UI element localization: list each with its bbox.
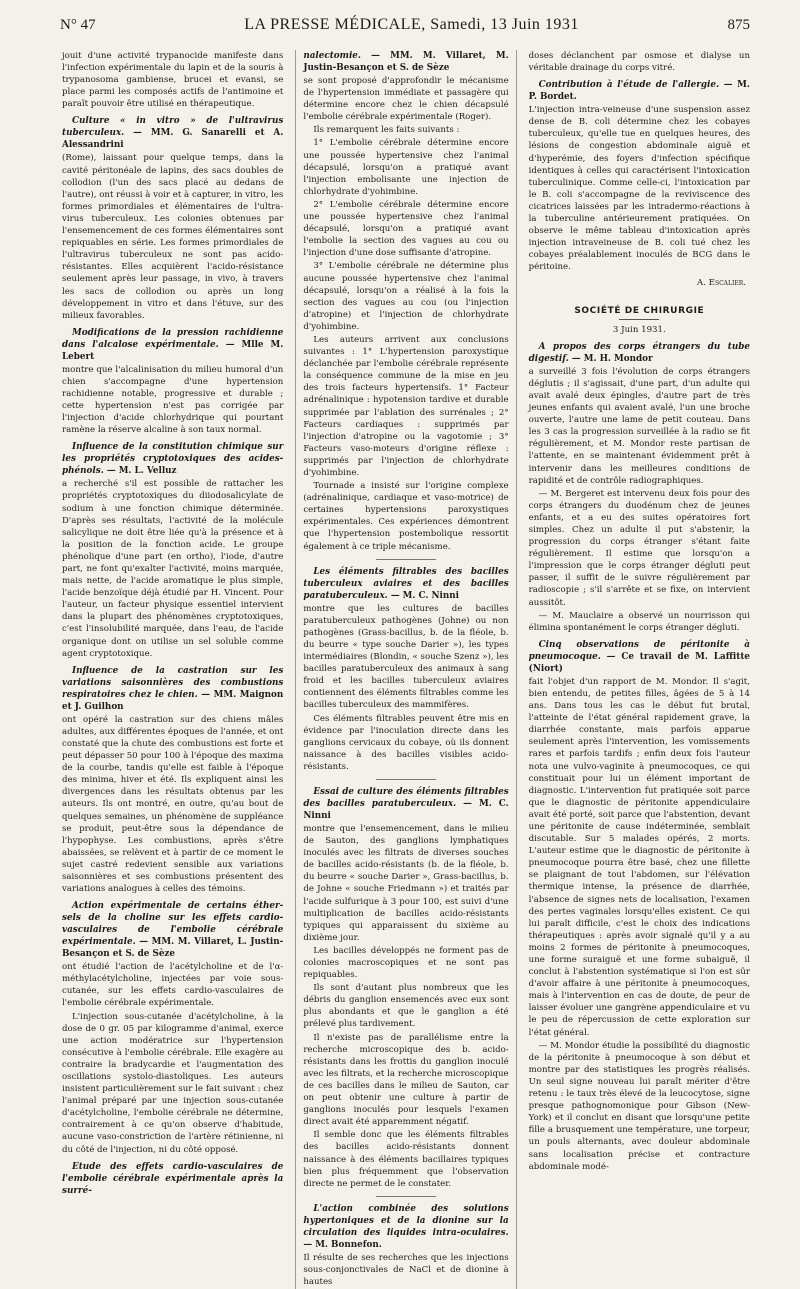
heading-title: Essai de culture des éléments filtrables des bacilles paratuberculeux. xyxy=(303,786,509,809)
paragraph: se sont proposé d'approfondir le mécanisme de l'hypertension immédiate et passagère qui détermine encore chez le chien décapsulé l'embolie cérébrale expérimentale (Roger). xyxy=(303,76,509,123)
paragraph: fait l'objet d'un rapport de M. Mondor. Il s'agit, bien entendu, de petites filles, âgées de 5 à 14 ans. Dans tous les cas le début fut brutal, l'atteinte de l'état général rapidement grave, la diarrhée constante, mais parfois apparue seulement après l'intervention, les vomissements rares et parfois tardifs ; enfin deux fois l'auteur nota une vulvo-vaginite à pneumocoques, ce qui constituait pour lui un élément important de diagnostic. L'intervention fut pratiquée soit parce que le diagnostic de péritonite appendiculaire avait été porté, soit parce que l'abstention, devant une péritonite de cause indéterminée, semblait discutable. Sur 5 malades opérés, 2 morts. L'auteur estime que le diagnostic de péritonite à pneumocoque pourra être basé, chez une fillette se plaignant de tout l'abdomen, sur l'élévation thermique intense, la présence de diarrhée, l'absence de signes nets de localisation, l'examen des pertes vaginales lorsqu'elles existent. Ce qui lui paraît difficile, c'est le choix des indications thérapeutiques : après avoir signalé qu'il y a au moins 2 formes de péritonite à pneumocoques, une forme suraiguë et une forme subaiguë, il conclut à l'abstention systématique si l'on est sûr d'avoir affaire à une péritonite à pneumocoques, mais à l'intervention en cas de doute, de peur de laisser évoluer une gangrène appendiculaire et vu le peu de répercussion de cette exploration sur l'état général. xyxy=(528,676,750,1038)
heading-authors: — M. Bonnefon. xyxy=(303,1239,382,1250)
heading-authors: — M. L. Velluz xyxy=(103,466,177,477)
paragraph: Tournade a insisté sur l'origine complexe (adrénalinique, cardiaque et vaso-motrice) de certaines hypertensions paroxystiques expérimentales. Ces expériences démontrent que l'hypertension postembolique ressortit également à ce triple mécanisme. xyxy=(303,481,509,552)
signature: A. Escalier. xyxy=(697,277,746,288)
society-title: SOCIÉTÉ DE CHIRURGIE xyxy=(574,305,705,316)
paragraph: a recherché s'il est possible de rattacher les propriétés cryptotoxiques du diiodosalicylate de sodium à une fonction chimique déterminée. D'après ses résultats, l'activité de la molécule salicylique ne doit être liée qu'à la présence et à la position de la fonction acide. Le groupe phénolique d'une part (en ortho), l'iode, d'autre part, ne font qu'exalter l'activité, moins marquée, mais nette, de l'acide aromatique le plus simple, l'acide benzoïque déjà étudié par H. Vincent. Pour l'auteur, un facteur physique essentiel intervient dans la plupart des phénomènes cryptotoxiques, c'est l'insolubilité marquée, dans l'eau, de l'acide organique dont on utilise un sel soluble comme agent cryptotoxique. xyxy=(62,479,284,659)
paragraph: ont étudié l'action de l'acétylcholine et de l'α-méthylacétylcholine, injectées par voie sous-cutanée, sur les effets cardio-vasculaires de l'embolie cérébrale expérimentale. xyxy=(62,962,284,1009)
paragraph: 1° L'embolie cérébrale détermine encore une poussée hypertensive chez l'animal décapsulé, lorsqu'on a pratiqué avant l'injection embolisante une injection de chlorhydrate d'yohimbine. xyxy=(303,138,509,197)
paragraph: Les auteurs arrivent aux conclusions suivantes : 1° L'hypertension paroxystique déclanchée par l'embolie cérébrale représente la conséquence commune de la mise en jeu des trois facteurs hypertensifs. 1° Facteur adrénalinique : hypotension tardive et durable supprimée par l'ablation des surrénales ; 2° Facteurs cardiaques : supprimés par l'injection d'atropine ou la vagotomie ; 3° Facteurs vaso-moteurs d'origine réflexe : supprimés par l'injection de chlorhydrate d'yohimbine. xyxy=(303,334,509,478)
paragraph: Ces éléments filtrables peuvent être mis en évidence par l'inoculation directe dans les ganglions cervicaux du cobaye, où ils donnent naissance à des bacilles visibles acido-résistants. xyxy=(303,713,509,772)
section-heading xyxy=(529,639,750,675)
paragraph: Il semble donc que les éléments filtrables des bacilles acido-résistants donnent naissance à des éléments bacillaires typiques bien plus fréquemment que l'observation directe ne permet de le constater. xyxy=(303,1130,509,1189)
column-right xyxy=(529,50,750,1289)
divider xyxy=(376,779,436,780)
heading-authors: — M. P. Bordet. xyxy=(528,80,750,103)
heading-authors: — MM. Maignon et J. Guilhon xyxy=(62,689,284,712)
session-date: 3 Juin 1931. xyxy=(612,324,666,335)
paragraph: montre que l'ensemencement, dans le milieu de Sauton, des ganglions lymphatiques inoculés avec les filtrats de diverses souches de bacilles acido-résistants (b. de la fléole, b. du beurre « souche Darier », Grass-bacillus, b. de Johne « souche Friedmann ») et traités par l'acide sulfurique à 3 pour 100, est suivi d'une multiplication de bacilles acido-résistants typiques qui apparaissent du sixième au dixième jour. xyxy=(303,823,509,943)
paragraph: — M. Bergeret est intervenu deux fois pour des corps étrangers du duodénum chez de jeunes enfants, et a eu des suites opératoires fort simples. Chez un adulte il put s'abstenir, la progression du corps étranger s'étant faite régulièrement. Il estime que lorsqu'on a l'impression que le corps étranger dégluti peut passer, il suffit de le suivre régulièrement par radioscopie ; s'il s'arrête et se fixe, on intervient aussitôt. xyxy=(528,488,750,608)
article-columns xyxy=(62,50,750,1287)
paragraph: 3° L'embolie cérébrale ne détermine plus aucune poussée hypertensive chez l'animal décapsulé, lorsqu'on a réalisé à la fois la section des vagues au cou (ou l'injection d'atropine) et l'injection de chlorhydrate d'yohimbine. xyxy=(303,261,509,332)
section-heading xyxy=(62,1161,283,1197)
page-header xyxy=(60,16,750,42)
heading-authors: — Mlle M. Lebert xyxy=(62,339,284,362)
paragraph: montre que les cultures de bacilles paratuberculeux pathogènes (Johne) ou non pathogènes (Grass-bacillus, b. de la fléole, b. du beurre « type souche Darier »), les types intermédiaires (Blondin, « souche Szenz »), les bacilles paratuberculeux des animaux à sang froid et les bacilles tuberculeux aviaires contiennent des éléments filtrables comme les bacilles tuberculeux des mammifères. xyxy=(303,603,509,711)
heading-title: A propos des corps étrangers du tube digestif. xyxy=(528,341,750,364)
section-heading xyxy=(62,327,283,363)
paragraph: Il n'existe pas de parallélisme entre la recherche microscopique des b. acido-résistants dans les frottis du ganglion inoculé avec les filtrats, et la recherche microscopique de ces bacilles dans le milieu de Sauton, car on peut obtenir une culture à partir de ganglions inoculés pour lesquels l'examen direct avait été apparemment négatif. xyxy=(303,1032,509,1128)
section-heading xyxy=(529,341,750,365)
heading-authors: — Ce travail de M. Laffitte (Niort) xyxy=(528,651,750,674)
paragraph: Il résulte de ses recherches que les injections sous-conjonctivales de NaCl et de dionine à hautes xyxy=(303,1252,509,1287)
heading-authors: — MM. M. Villaret, L. Justin-Besançon et S. de Sèze xyxy=(62,937,284,960)
section-heading xyxy=(62,441,283,477)
heading-title: Influence de la castration sur les variations saisonnières des combustions respiratoires chez le chien. xyxy=(62,665,284,700)
divider xyxy=(376,1196,436,1197)
heading-title: Contribution à l'étude de l'allergie. xyxy=(538,80,720,91)
section-heading xyxy=(303,1203,508,1251)
heading-title: Etude des effets cardio-vasculaires de l'embolie cérébrale expérimentale après la surré- xyxy=(62,1161,284,1196)
issue-number: N° 47 xyxy=(60,17,96,33)
paragraph: (Rome), laissant pour quelque temps, dans la cavité péritonéale de lapins, des sacs doubles de collodion (l'un des sacs placé au dedans de l'autre), ont réussi à voir et à capturer, in vitro, les formes primordiales et élémentaires de l'ultra-virus tuberculeux. Les colonies obtenues par l'ensemencement de ces formes élémentaires sont repiquables en série. Les formes primordiales de l'ultravirus tuberculeux ne sont pas acido-résistantes. Elles acquièrent l'acido-résistance seulement après leur passage, in vivo, à travers les sacs de collodion ou après un long développement in vitro et dans l'étuve, sur des milieux favorables. xyxy=(62,153,284,321)
journal-title xyxy=(244,16,579,34)
heading-authors: — M. H. Mondor xyxy=(568,353,653,364)
section-heading xyxy=(303,50,508,74)
paragraph: 2° L'embolie cérébrale détermine encore une poussée hypertensive chez l'animal décapsulé, lorsqu'on a pratiqué avant l'embolie la section des vagues au cou ou l'injection d'une dose suffisante d'atropine. xyxy=(303,199,509,259)
paragraph: Ils sont d'autant plus nombreux que les débris du ganglion ensemencés avec eux sont plus abondants et que le ganglion a été prélevé plus tardivement. xyxy=(303,983,509,1030)
heading-authors: — M. C. Ninni xyxy=(303,798,509,821)
heading-authors: — MM. G. Sanarelli et A. Alessandrini xyxy=(62,128,284,151)
paragraph: L'injection sous-cutanée d'acétylcholine, à la dose de 0 gr. 05 par kilogramme d'animal, exerce une action modératrice sur l'hypertension consécutive à l'embolie cérébrale. Elle exagère au contraire la bradycardie et l'augmentation des oscillations systolo-diastoliques. Les auteurs insistent particulièrement sur le fait suivant : chez l'animal préparé par une injection sous-cutanée d'acétylcholine, l'embolie cérébrale ne détermine, contrairement à ce qu'on observe d'habitude, aucune vaso-constriction de l'artère rétinienne, ni du côté de l'injection, ni du côté opposé. xyxy=(62,1011,284,1155)
journal-name: LA PRESSE MÉDICALE xyxy=(244,16,422,33)
heading-title: L'action combinée des solutions hypertoniques et de la dionine sur la circulation des liquides intra-oculaires. xyxy=(303,1203,509,1238)
section-heading xyxy=(62,665,283,713)
heading-title: Influence de la constitution chimique sur les propriétés cryptotoxiques des acides-phénols. xyxy=(62,442,284,477)
paragraph: a surveillé 3 fois l'évolution de corps étrangers déglutis ; il s'agissait, d'une part, d'un adulte qui avait avalé deux épingles, d'autre part de très jeunes enfants qui avaient avalé, l'un une broche ouverte, l'autre une lame de petit couteau. Dans les 3 cas la progression surveillée à la radio se fit régulièrement, et M. Mondor reste partisan de l'attente, en se maintenant évidemment prêt à intervenir dans les meilleures conditions de rapidité et de contrôle radiographiques. xyxy=(528,366,750,486)
heading-title: Action expérimentale de certains éther-sels de la choline sur les effets cardio-vasculaires de l'embolie cérébrale expérimentale. xyxy=(62,901,284,948)
heading-title: Les éléments filtrables des bacilles tuberculeux aviaires et des bacilles paratuberculeux. xyxy=(303,566,509,601)
heading-title: Culture « in vitro » de l'ultravirus tuberculeux. xyxy=(62,116,284,139)
paragraph: ont opéré la castration sur des chiens mâles adultes, aux différentes époques de l'année, et ont constaté que la chute des combustions est forte et peut dépasser 50 pour 100 à l'époque des maxima de la courbe, tandis qu'elle est faible à l'époque des minima, hiver et été. Ils expliquent ainsi les divergences dans les résultats obtenus par les auteurs. Ils ont montré, en outre, qu'au bout de quelques semaines, un phénomène de suppléance se produit, peut-être sous la dépendance de l'hypophyse. Les combustions, après s'être abaissées, se relèvent et à partir de ce moment le sujet castré redevient sensible aux variations saisonnières et ses combustions présentent des variations analogues à celles des témoins. xyxy=(62,714,284,895)
heading-title: nalectomie. xyxy=(303,51,361,61)
divider xyxy=(619,319,659,320)
heading-authors: — MM. M. Villaret, M. Justin-Besançon et S. de Sèze xyxy=(303,51,509,73)
section-heading xyxy=(62,115,283,151)
section-heading xyxy=(529,79,750,103)
paragraph: montre que l'alcalinisation du milieu humoral d'un chien s'accompagne d'une hypertension rachidienne notable, progressive et durable ; cette hypertension n'est pas corrigée par l'injection d'acide chlorhydrique qui pourtant ramène la réserve alcaline à son taux normal. xyxy=(62,364,284,436)
divider xyxy=(376,559,436,560)
paragraph: jouit d'une activité trypanocide manifeste dans l'infection expérimentale du lapin et de la souris à trypanosoma gambiense, brucei et evansi, se place parmi les composés actifs de l'antimoine et paraît pouvoir être utilisé en thérapeutique. xyxy=(62,51,284,110)
section-heading xyxy=(303,786,508,822)
paragraph: Les bacilles développés ne forment pas de colonies macroscopiques et ne sont pas repiquables. xyxy=(303,945,509,981)
section-heading xyxy=(62,900,283,960)
heading-title: Cinq observations de péritonite à pneumocoque. xyxy=(528,639,750,662)
paragraph: doses déclanchent par osmose et dialyse un véritable drainage du corps vitré. xyxy=(528,51,750,74)
issue-date: , Samedi, 13 Juin 1931 xyxy=(421,16,579,33)
page-number: 875 xyxy=(727,17,750,33)
paragraph: Ils remarquent les faits suivants : xyxy=(313,125,460,136)
heading-authors: — M. C. Ninni xyxy=(387,590,460,601)
paragraph: — M. Mauclaire a observé un nourrisson qui élimina spontanément le corps étranger dégluti. xyxy=(528,610,750,633)
section-heading xyxy=(303,566,508,602)
paragraph: — M. Mondor étudie la possibilité du diagnostic de la péritonite à pneumocoque à son début et montre par des statistiques les progrès réalisés. Un seul signe nouveau lui paraît mériter d'être retenu : le taux très élevé de la leucocytose, signe presque pathognomonique pour Gibson (New-York) et il conclut en disant que lorsqu'une petite fille a brusquement une température, une torpeur, un pouls alternants, avec douleur abdominale sans localisation précise et contracture abdominale modé- xyxy=(528,1040,750,1172)
paragraph: L'injection intra-veineuse d'une suspension assez dense de B. coli détermine chez les cobayes tuberculeux, qu'elle tue en quelques heures, des lésions de congestion abdominale aiguë et d'hyperémie, des foyers d'infection spécifique identiques à celles qui caractérisent l'intoxication tuberculinique. Comme celle-ci, l'intoxication par le B. coli s'accompagne de la reviviscence des cicatrices laissées par les intradermo-réactions à la tuberculine antérieurement pratiquées. On observe le même tableau d'intoxication après injection intraveineuse de B. coli tué chez les cobayes préalablement inoculés de BCG dans le péritoine. xyxy=(528,105,750,273)
column-left xyxy=(62,50,283,1289)
column-middle xyxy=(295,50,516,1289)
heading-title: Modifications de la pression rachidienne dans l'alcalose expérimentale. xyxy=(62,327,284,350)
